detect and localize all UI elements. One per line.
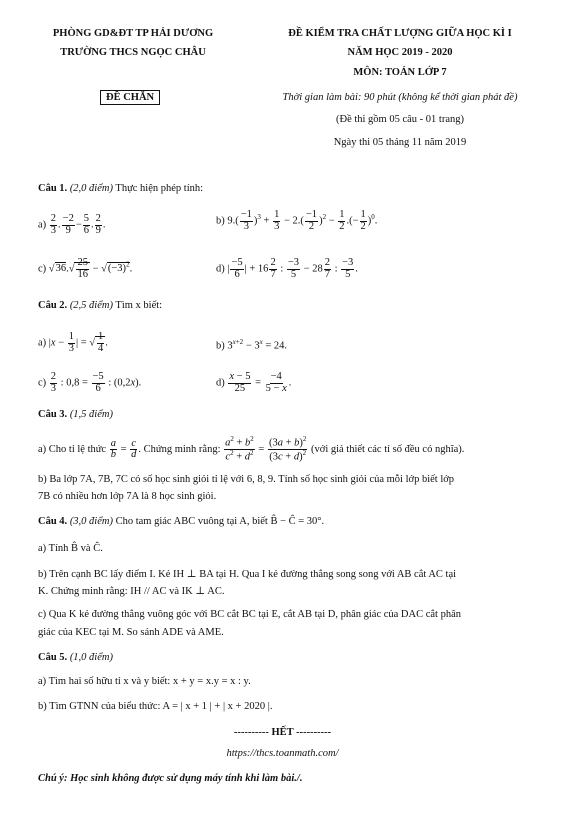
q3-part-a: a) Cho tỉ lệ thức $\frac{a}{b}$ = $\frac{c}{d}$ . Chứng minh rằng: $\frac{a^2 + b^2}{c^2 + d^2}$ = $\frac{(3a + b)^2}{(3c + d)^2}$ (với giả thiết các tỉ số đều có nghĩa).: [38, 435, 465, 463]
footer-note: Chú ý: Học sinh không được sử dụng máy tính khi làm bài./.: [38, 773, 303, 784]
q1-part-c: c) √36.√ $\frac{25}{16}$ − $√(-3)^2$.: [38, 257, 133, 280]
school-name: TRƯỜNG THCS NGỌC CHÂU: [60, 47, 206, 58]
subject: MÔN: TOÁN LỚP 7: [353, 67, 447, 78]
q4-part-b-line2: K. Chứng minh rằng: IH // AC và IK ⊥ AC.: [38, 586, 225, 597]
exam-date: Ngày thi 05 tháng 11 năm 2019: [333, 137, 467, 148]
q1-part-b: b) 9.( $\frac{-1}{3}$ )$^3$ + $\frac{1}{3}$ − 2.( $\frac{-1}{2}$ )$^2$ − $\frac{1}{2}$ .(− $\frac{1}{2}$ )$^0$.: [216, 209, 378, 232]
q4-part-c-line2: giác của KEC tại M. So sánh ADE và AME.: [38, 627, 224, 638]
q2-part-d: d) $\frac{x - 5}{25}$ = $\frac{-4}{5 - x}$ .: [216, 371, 292, 394]
source-url[interactable]: https://thcs.toanmath.com/: [226, 748, 339, 759]
q4-part-a: a) Tính B̂ và Ĉ.: [38, 543, 103, 554]
q5-part-b: b) Tìm GTNN của biểu thức: A = | x + 1 | + | x + 2020 |.: [38, 701, 273, 712]
q2-part-a: a) |x − $\frac{1}{3}$ | = √ $\frac{1}{4}$ .: [38, 331, 108, 354]
department-name: PHÒNG GD&ĐT TP HẢI DƯƠNG: [52, 28, 214, 39]
q1-part-d: d) | $\frac{-5}{6}$ | + 16 $\frac{2}{7}$ : $\frac{-3}{5}$ − 28 $\frac{2}{7}$ : $\frac{-3}{5}$ .: [216, 257, 358, 280]
question-1-header: Câu 1. (2,0 điểm) Thực hiện phép tính:: [38, 183, 204, 194]
question-3-header: Câu 3. (1,5 điểm): [38, 409, 113, 420]
end-marker: ---------- HẾT ----------: [233, 727, 332, 738]
q3-part-b-line1: b) Ba lớp 7A, 7B, 7C có số học sinh giỏi tỉ lệ với 6, 8, 9. Tính số học sinh giỏi của mỗi lớp biết lớp: [38, 474, 455, 485]
q2-part-c: c) $\frac{2}{3}$ : 0,8 = $\frac{-5}{6}$ : (0,2x).: [38, 371, 142, 394]
school-year: NĂM HỌC 2019 - 2020: [347, 47, 453, 58]
q1-part-a: a) $\frac{2}{3}$ . $\frac{-2}{9}$ − $\frac{5}{6}$ . $\frac{2}{9}$ .: [38, 213, 106, 236]
q4-part-c-line1: c) Qua K kẻ đường thẳng vuông góc với BC cắt BC tại E, cắt AB tại D, phân giác của DAC cắt phân: [38, 609, 461, 620]
page-count: (Đề thi gồm 05 câu - 01 trang): [335, 114, 464, 125]
question-2-header: Câu 2. (2,5 điểm) Tìm x biết:: [38, 300, 163, 311]
q4-part-b-line1: b) Trên cạnh BC lấy điểm I. Kẻ IH ⊥ BA tại H. Qua I kẻ đường thẳng song song với AB cắt AC tại: [38, 569, 457, 580]
question-5-header: Câu 5. (1,0 điểm): [38, 652, 113, 663]
q5-part-a: a) Tìm hai số hữu tỉ x và y biết: x + y = x.y = x : y.: [38, 676, 251, 687]
question-4-header: Câu 4. (3,0 điểm) Cho tam giác ABC vuông tại A, biết B̂ − Ĉ = 30°.: [38, 516, 325, 527]
q3-part-b-line2: 7B có nhiều hơn lớp 7A là 8 học sinh giỏi.: [38, 491, 217, 502]
time-limit: Thời gian làm bài: 90 phút (không kể thời gian phát đề): [282, 92, 518, 103]
q2-part-b: b) $3^{x+2} - 3^x = 24$.: [216, 338, 288, 352]
exam-title: ĐỀ KIỂM TRA CHẤT LƯỢNG GIỮA HỌC KÌ I: [288, 28, 512, 39]
exam-code-badge: ĐỀ CHẴN: [100, 90, 160, 105]
